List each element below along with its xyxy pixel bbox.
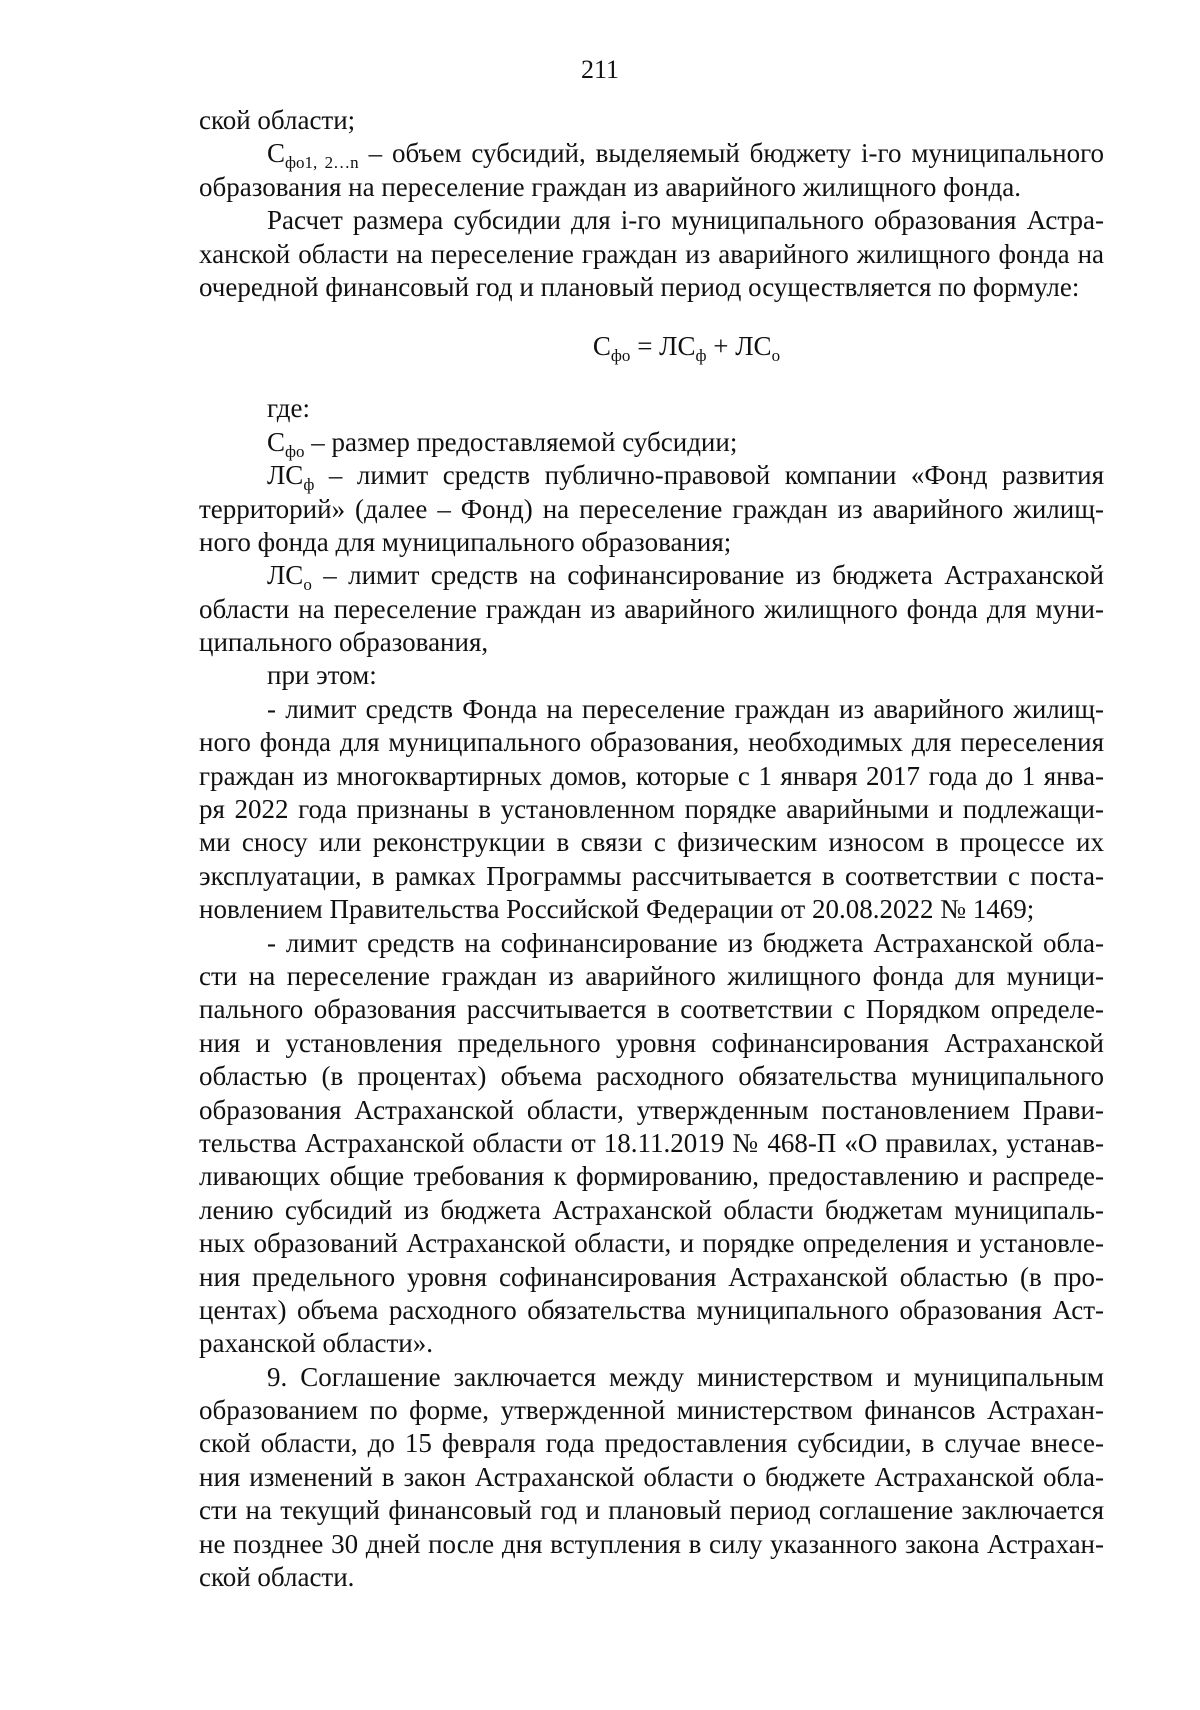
formula-lhs: $С_{фо}$: [592, 331, 631, 366]
list-item-line: - лимит средств на софинансирование из бюджета Астраханской обла-: [267, 927, 1104, 958]
clause-9-line: ния изменений в закон Астраханской области о бюджете Астраханской обла-: [199, 1461, 1104, 1492]
definition-text: – размер предоставляемой субсидии;: [311, 426, 738, 457]
definition-text: – лимит средств публично-правовой компании «Фонд развития: [328, 460, 1104, 491]
definition-ls-o: [199, 559, 1104, 595]
paragraph-line: Расчет размера субсидии для i-го муниципального образования Астра-: [267, 205, 1104, 236]
list-item-line: новлением Правительства Российской Федерации от 20.08.2022 № 1469;: [199, 894, 1035, 925]
formula-plus: +: [706, 331, 736, 362]
document-body: [199, 104, 1104, 1594]
list-item-line: - лимит средств Фонда на переселение граждан из аварийного жилищ-: [267, 693, 1104, 724]
clause-9-line: ской области, до 15 февраля года предоставления субсидии, в случае внесе-: [199, 1428, 1104, 1459]
formula: [199, 326, 1104, 366]
clause-9-line: ской области.: [199, 1562, 355, 1593]
symbol-c-fo-series: $С_{фо1, 2\dots n}$: [267, 138, 359, 173]
where-label: где:: [267, 393, 310, 424]
clause-9-line: сти на текущий финансовый год и плановый период соглашение заключается: [199, 1495, 1104, 1526]
list-item-line: граждан из многоквартирных домов, которые с 1 января 2017 года до 1 янва-: [199, 760, 1104, 791]
list-item-line: тельства Астраханской области от 18.11.2019 № 468-П «О правилах, устанав-: [199, 1127, 1104, 1158]
definition-text: – лимит средств на софинансирование из бюджета Астраханской: [323, 560, 1104, 591]
formula-equals: =: [630, 331, 660, 362]
definition-ls-f: [199, 459, 1104, 495]
text-line: ской области;: [199, 105, 356, 135]
paragraph-line: при этом:: [267, 660, 377, 691]
clause-9-line: 9. Соглашение заключается между министерством и муниципальным: [267, 1361, 1104, 1392]
clause-9-line: образованием по форме, утвержденной министерством финансов Астрахан-: [199, 1395, 1104, 1426]
symbol-ls-f: $ЛС_ф$: [267, 460, 315, 495]
formula-term-2: $ЛС_о$: [735, 331, 781, 366]
symbol-c-fo: $С_{фо}$: [267, 426, 305, 461]
paragraph-line: ципального образования,: [199, 627, 489, 658]
definition-text: – объем субсидий, выделяемый бюджету i-го муниципального: [368, 138, 1105, 169]
list-item-line: центах) объема расходного обязательства муниципального образования Аст-: [199, 1294, 1104, 1325]
paragraph-line: территорий» (далее – Фонд) на переселение граждан из аварийного жилищ-: [199, 493, 1104, 524]
paragraph-line: области на переселение граждан из аварийного жилищного фонда для муни-: [199, 593, 1104, 624]
list-item-line: сти на переселение граждан из аварийного жилищного фонда для муници-: [199, 960, 1104, 991]
definition-c-fo: [199, 426, 1104, 459]
formula-term-1: $ЛС_ф$: [659, 331, 707, 366]
list-item-line: эксплуатации, в рамках Программы рассчитывается в соответствии с поста-: [199, 860, 1104, 891]
list-item-line: ного фонда для муниципального образования, необходимых для переселения: [199, 727, 1104, 758]
paragraph-line: ного фонда для муниципального образования;: [199, 526, 732, 557]
list-item-line: ми сносу или реконструкции в связи с физическим износом в процессе их: [199, 827, 1104, 858]
paragraph-line: очередной финансовый год и плановый период осуществляется по формуле:: [199, 271, 1080, 302]
definition-c-fo-series: [199, 137, 1105, 173]
list-item-line: образования Астраханской области, утвержденным постановлением Прави-: [199, 1094, 1104, 1125]
list-item-line: ных образований Астраханской области, и порядке определения и установле-: [199, 1228, 1104, 1259]
symbol-ls-o: $ЛС_о$: [267, 560, 312, 595]
list-item-line: ния и установления предельного уровня софинансирования Астраханской: [199, 1027, 1104, 1058]
list-item-line: раханской области».: [199, 1328, 433, 1359]
page-number: 211: [580, 55, 620, 84]
list-item-line: областью (в процентах) объема расходного обязательства муниципального: [199, 1061, 1104, 1092]
clause-9-line: не позднее 30 дней после дня вступления в силу указанного закона Астрахан-: [199, 1528, 1104, 1559]
list-item-line: пального образования рассчитывается в соответствии с Порядком определе-: [199, 994, 1104, 1025]
list-item-line: ливающих общие требования к формированию, предоставлению и распреде-: [199, 1161, 1104, 1192]
text-line: образования на переселение граждан из аварийного жилищного фонда.: [199, 171, 1022, 202]
list-item-line: лению субсидий из бюджета Астраханской области бюджетам муниципаль-: [199, 1194, 1104, 1225]
paragraph-line: ханской области на переселение граждан из аварийного жилищного фонда на: [199, 238, 1104, 269]
list-item-line: ния предельного уровня софинансирования Астраханской областью (в про-: [199, 1261, 1104, 1292]
list-item-line: ря 2022 года признаны в установленном порядке аварийными и подлежащи-: [199, 794, 1104, 825]
